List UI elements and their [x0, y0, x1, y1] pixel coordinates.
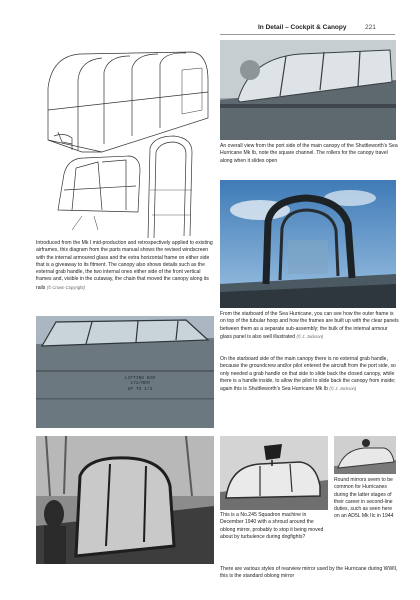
mirror-shroud-photo [220, 436, 328, 510]
canopy-diagram [42, 40, 214, 240]
running-header-title: In Detail – Cockpit & Canopy [258, 24, 347, 31]
fuselage-canopy-photo [36, 316, 214, 428]
caption-overall-view [220, 143, 400, 165]
caption-round-mirrors [334, 477, 398, 521]
stencil-line: LIFTING BAR [124, 376, 156, 381]
caption-mk1-diagram [36, 240, 216, 292]
caption-mk1-diagram-text: Introduced from the Mk I mid-production and retrospectively applied to existing airframes, this diagram from the parts manual shows the revised windscreen with the internal armoured glass and the extra horizontal frame on either side that is a giveaway to its fitment. The canopy also shows details such as the external grab handle, the two internal ones either side of the front vertical frames and, visible in the cutaway, the chain that moved the canopy along its rails [36, 240, 213, 291]
header-rule [220, 34, 395, 35]
caption-grab-handle-text: On the starboard side of the main canopy there is no external grab handle, because the groundcrew and/or pilot entered the aircraft from the port side, so only needed a grab handle on that side to slide back the closed canopy, while there is a handle inside, to allow the pilot to slide back the canopy from inside; again this is Shuttleworth's Sea Hurricane Mk Ib [220, 356, 396, 393]
caption-rearview-mirror-text: There are various styles of rearview mirror used by the Hurricane during WWII, this is the standard oblong mirror [220, 566, 398, 580]
stencil-line: UP TO 1/2 [127, 386, 153, 392]
caption-rearview-mirror [220, 566, 400, 581]
caption-round-mirrors-text: Round mirrors seem to be common for Hurricanes during the latter stages of their career in second-line duties, such as seen here on an AD5L Mk IIc in 1944 [334, 477, 394, 520]
canopy-port-side-photo [220, 40, 396, 140]
caption-mk1-diagram-credit: (© Crown Copyright) [46, 284, 85, 290]
caption-starboard-side [220, 311, 400, 341]
stencil-line: 172/REM [130, 381, 150, 387]
caption-overall-view-text: An overall view from the port side of the main canopy of the Shuttleworth's Sea Hurricane Mk Ib, note the square channel. The rollers for the canopy travel along when it slides open [220, 143, 398, 164]
page-number: 221 [365, 24, 376, 31]
caption-squadron-machine [220, 512, 330, 541]
canopy-starboard-photo [220, 180, 396, 308]
caption-starboard-side-text: From the starboard of the Sea Hurricane, you can see how the outer frame is on top of the tubular hoop and how the frames are built up with the clear panels between them as a separate sub-assembly; the bulk of the internal armour glass panel is also well illustrated [220, 311, 399, 340]
fuselage-stencil [110, 376, 170, 392]
caption-squadron-machine-text: This is a No.245 Squadron machine in December 1940 with a shroud around the oblong mirror, probably to stop it being moved about by turbulence during dogfights? [220, 512, 324, 540]
round-mirror-photo [334, 436, 396, 474]
caption-starboard-side-credit: (© J. Jackson) [296, 333, 324, 339]
canopy-bw-photo [36, 436, 214, 564]
caption-grab-handle-credit: (© J. Jackson) [329, 386, 357, 392]
caption-grab-handle [220, 356, 400, 393]
